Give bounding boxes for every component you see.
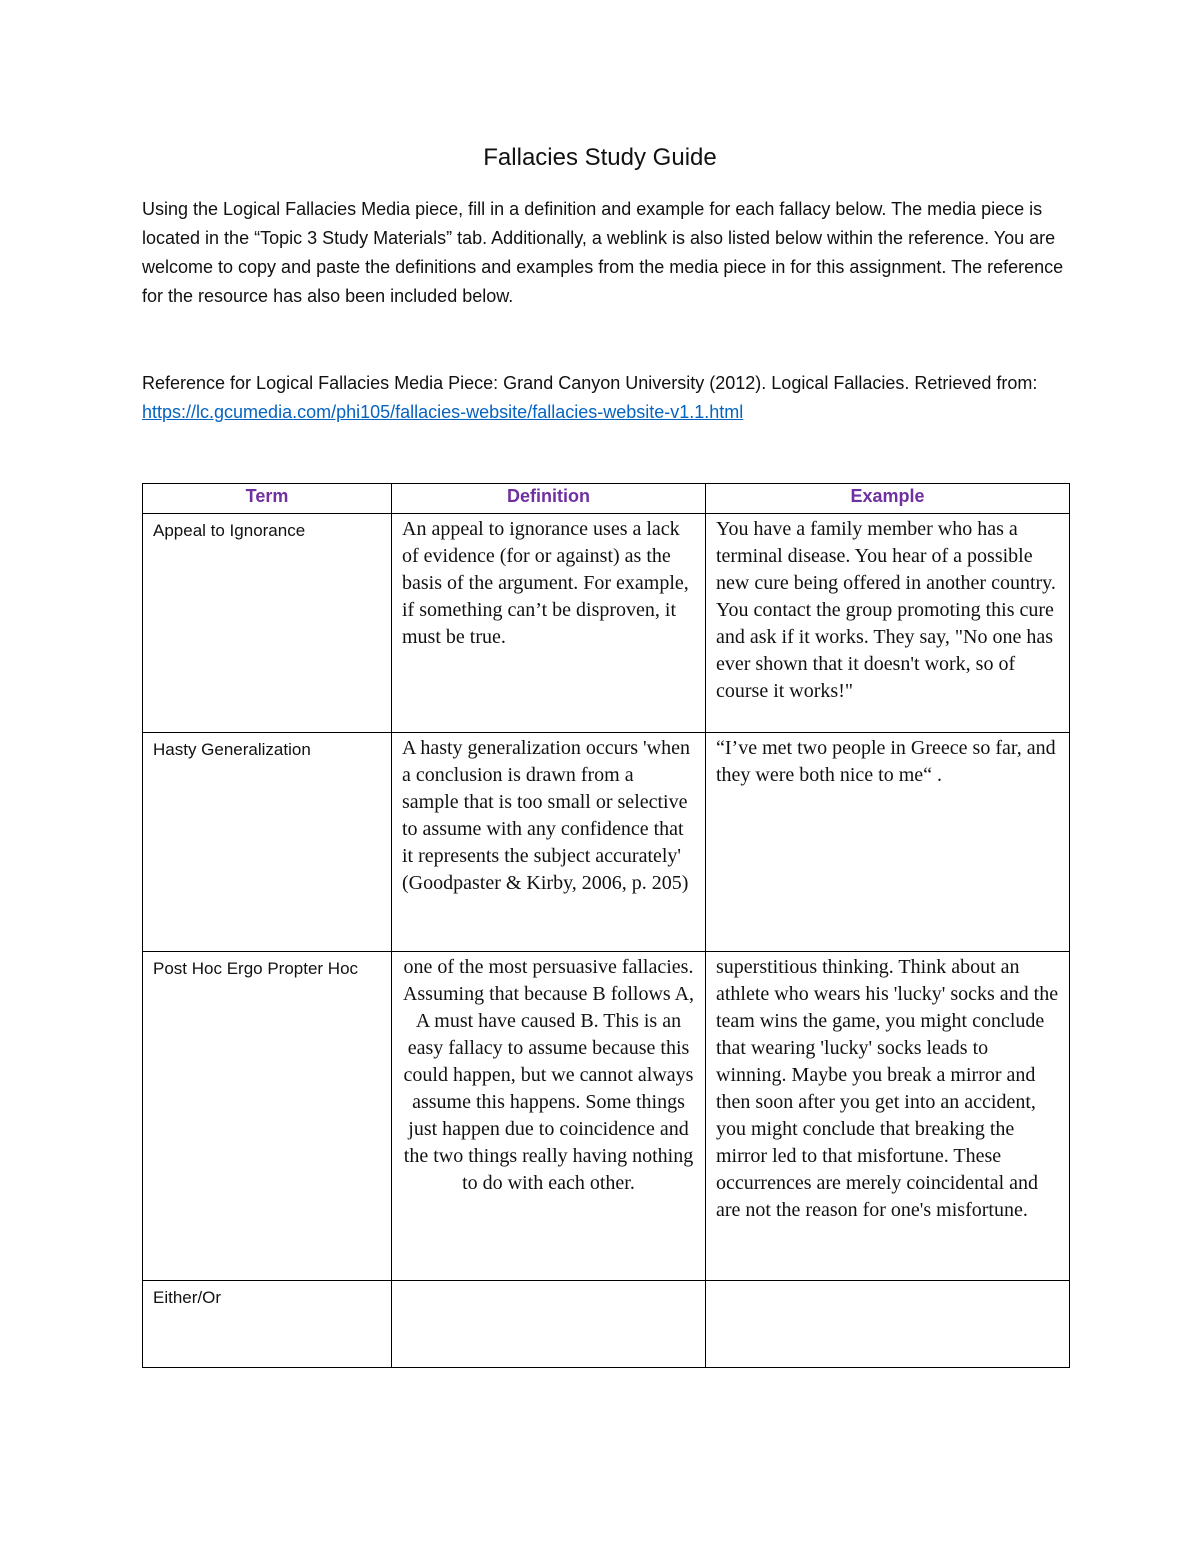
header-term: Term — [143, 484, 392, 514]
header-example: Example — [706, 484, 1070, 514]
example-cell[interactable]: You have a family member who has a terminal disease. You hear of a possible new cure being offered in another country. You contact the group promoting this cure and ask if it works. They say, "No one has ever shown that it doesn't work, so of course it works!" — [706, 514, 1070, 733]
example-cell[interactable]: “I’ve met two people in Greece so far, and they were both nice to me“ . — [706, 733, 1070, 952]
fallacies-table — [142, 483, 1070, 1368]
definition-cell[interactable]: one of the most persuasive fallacies. Assuming that because B follows A, A must have caused B. This is an easy fallacy to assume because this could happen, but we cannot always assume this happens. Some things just happen due to coincidence and the two things really having nothing to do with each other. — [392, 952, 706, 1281]
example-cell[interactable] — [706, 1281, 1070, 1368]
definition-cell[interactable]: An appeal to ignorance uses a lack of evidence (for or against) as the basis of the argument. For example, if something can’t be disproven, it must be true. — [392, 514, 706, 733]
table-row — [143, 514, 1070, 733]
table-row — [143, 952, 1070, 1281]
term-cell: Appeal to Ignorance — [143, 514, 392, 733]
term-cell: Hasty Generalization — [143, 733, 392, 952]
definition-cell[interactable]: A hasty generalization occurs 'when a conclusion is drawn from a sample that is too small or selective to assume with any confidence that it represents the subject accurately' (Goodpaster & Kirby, 2006, p. 205) — [392, 733, 706, 952]
table-row — [143, 733, 1070, 952]
reference-paragraph — [142, 369, 1067, 427]
example-cell[interactable]: superstitious thinking. Think about an athlete who wears his 'lucky' socks and the team wins the game, you might conclude that wearing 'lucky' socks leads to winning. Maybe you break a mirror and then soon after you get into an accident, you might conclude that breaking the mirror led to that misfortune. These occurrences are merely coincidental and are not the reason for one's misfortune. — [706, 952, 1070, 1281]
table-row — [143, 1281, 1070, 1368]
reference-text: Reference for Logical Fallacies Media Piece: Grand Canyon University (2012). Logical Fallacies. Retrieved from: — [142, 373, 1038, 393]
header-definition: Definition — [392, 484, 706, 514]
term-cell: Post Hoc Ergo Propter Hoc — [143, 952, 392, 1281]
reference-link[interactable]: https://lc.gcumedia.com/phi105/fallacies-website/fallacies-website-v1.1.html — [142, 402, 744, 422]
instructions-paragraph: Using the Logical Fallacies Media piece, fill in a definition and example for each fallacy below. The media piece is located in the “Topic 3 Study Materials” tab. Additionally, a weblink is also listed below within the reference. You are welcome to copy and paste the definitions and examples from the media piece in for this assignment. The reference for the resource has also been included below. — [142, 199, 1064, 306]
table-header-row — [143, 484, 1070, 514]
definition-cell[interactable] — [392, 1281, 706, 1368]
term-cell: Either/Or — [143, 1281, 392, 1368]
page-title: Fallacies Study Guide — [483, 144, 717, 171]
